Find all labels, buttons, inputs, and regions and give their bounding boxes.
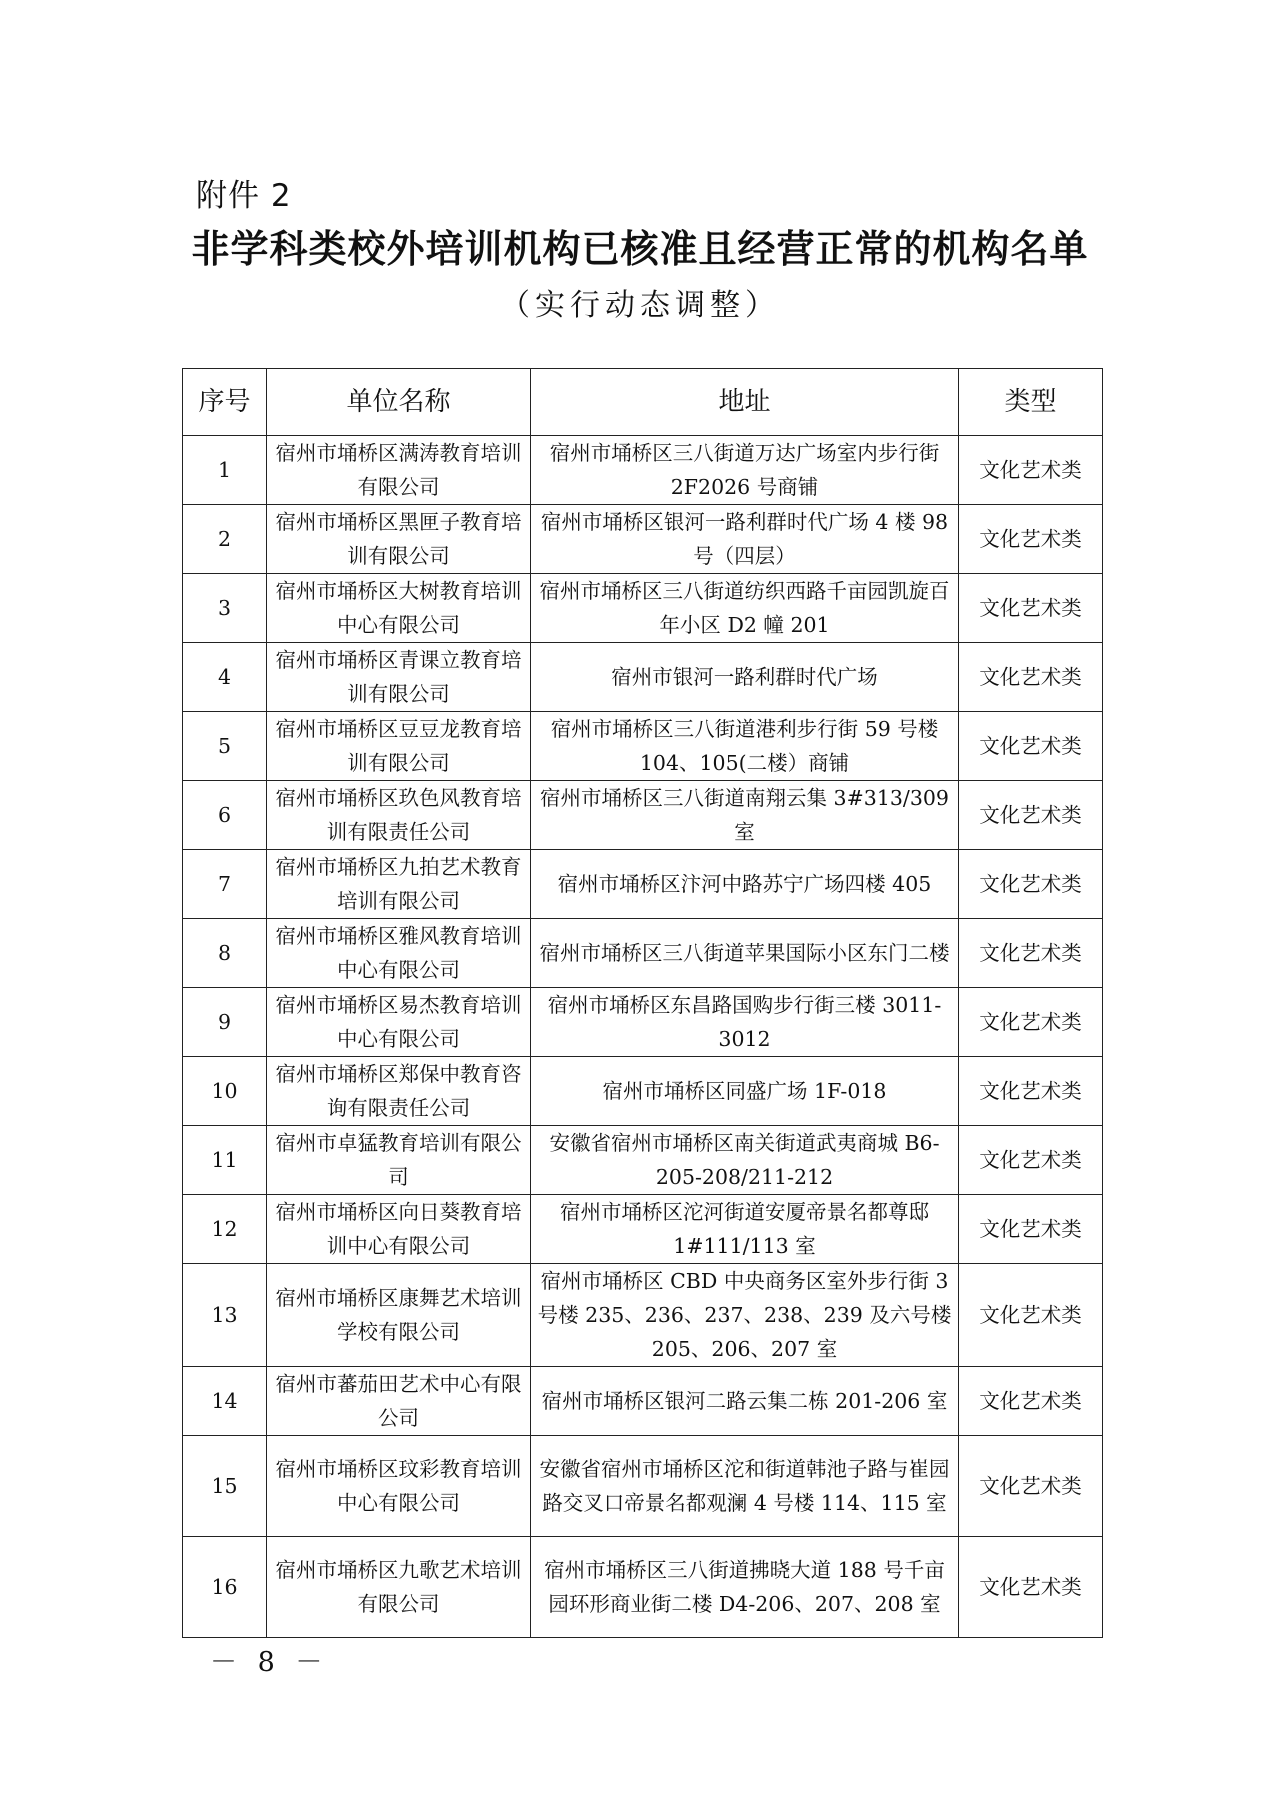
attachment-label: 附件 2 (196, 178, 292, 214)
institution-table (182, 368, 1103, 1638)
cell-index: 13 (183, 1264, 267, 1367)
cell-name: 宿州市埇桥区满涛教育培训有限公司 (267, 436, 531, 505)
cell-address: 宿州市埇桥区三八街道港利步行街 59 号楼 104、105(二楼）商铺 (531, 712, 959, 781)
table-row (183, 1537, 1103, 1638)
cell-name: 宿州市埇桥区郑保中教育咨询有限责任公司 (267, 1057, 531, 1126)
table-row (183, 1436, 1103, 1537)
header-name: 单位名称 (267, 369, 531, 436)
cell-name: 宿州市埇桥区九拍艺术教育培训有限公司 (267, 850, 531, 919)
cell-index: 14 (183, 1367, 267, 1436)
cell-type: 文化艺术类 (959, 919, 1103, 988)
table-row (183, 505, 1103, 574)
cell-address: 宿州市埇桥区三八街道南翔云集 3#313/309 室 (531, 781, 959, 850)
cell-name: 宿州市埇桥区易杰教育培训中心有限公司 (267, 988, 531, 1057)
header-address: 地址 (531, 369, 959, 436)
cell-type: 文化艺术类 (959, 1195, 1103, 1264)
document-title: 非学科类校外培训机构已核准且经营正常的机构名单 (191, 227, 1089, 271)
cell-name: 宿州市埇桥区玖色风教育培训有限责任公司 (267, 781, 531, 850)
cell-type: 文化艺术类 (959, 1057, 1103, 1126)
table-row (183, 988, 1103, 1057)
cell-index: 9 (183, 988, 267, 1057)
cell-index: 10 (183, 1057, 267, 1126)
table-row (183, 781, 1103, 850)
cell-index: 3 (183, 574, 267, 643)
cell-address: 宿州市银河一路利群时代广场 (531, 643, 959, 712)
cell-index: 1 (183, 436, 267, 505)
document-subtitle: （实行动态调整） (500, 288, 780, 323)
cell-address: 宿州市埇桥区沱河街道安厦帝景名都尊邸 1#111/113 室 (531, 1195, 959, 1264)
table-row (183, 1264, 1103, 1367)
table-row (183, 643, 1103, 712)
cell-name: 宿州市埇桥区九歌艺术培训有限公司 (267, 1537, 531, 1638)
cell-address: 宿州市埇桥区三八街道万达广场室内步行街 2F2026 号商铺 (531, 436, 959, 505)
cell-address: 宿州市埇桥区银河一路利群时代广场 4 楼 98 号（四层） (531, 505, 959, 574)
cell-type: 文化艺术类 (959, 1436, 1103, 1537)
cell-type: 文化艺术类 (959, 988, 1103, 1057)
cell-address: 宿州市埇桥区三八街道纺织西路千亩园凯旋百年小区 D2 幢 201 (531, 574, 959, 643)
cell-type: 文化艺术类 (959, 436, 1103, 505)
cell-name: 宿州市埇桥区康舞艺术培训学校有限公司 (267, 1264, 531, 1367)
cell-name: 宿州市埇桥区豆豆龙教育培训有限公司 (267, 712, 531, 781)
table-row (183, 436, 1103, 505)
cell-address: 安徽省宿州市埇桥区南关街道武夷商城 B6-205-208/211-212 (531, 1126, 959, 1195)
cell-address: 宿州市埇桥区汴河中路苏宁广场四楼 405 (531, 850, 959, 919)
table-row (183, 1126, 1103, 1195)
cell-name: 宿州市埇桥区雅风教育培训中心有限公司 (267, 919, 531, 988)
table-row (183, 574, 1103, 643)
table-row (183, 1057, 1103, 1126)
cell-type: 文化艺术类 (959, 505, 1103, 574)
table-row (183, 1195, 1103, 1264)
cell-address: 宿州市埇桥区三八街道拂晓大道 188 号千亩园环形商业街二楼 D4-206、207、208 室 (531, 1537, 959, 1638)
cell-address: 宿州市埇桥区东昌路国购步行街三楼 3011-3012 (531, 988, 959, 1057)
cell-index: 5 (183, 712, 267, 781)
table-header-row (183, 369, 1103, 436)
table-row (183, 850, 1103, 919)
cell-index: 7 (183, 850, 267, 919)
cell-name: 宿州市蕃茄田艺术中心有限公司 (267, 1367, 531, 1436)
page-number: － 8 － (210, 1647, 329, 1678)
cell-address: 宿州市埇桥区银河二路云集二栋 201-206 室 (531, 1367, 959, 1436)
cell-type: 文化艺术类 (959, 781, 1103, 850)
cell-address: 安徽省宿州市埇桥区沱和街道韩池子路与崔园路交叉口帝景名都观澜 4 号楼 114、115 室 (531, 1436, 959, 1537)
cell-index: 4 (183, 643, 267, 712)
table-row (183, 712, 1103, 781)
cell-type: 文化艺术类 (959, 1537, 1103, 1638)
table-row (183, 919, 1103, 988)
cell-index: 15 (183, 1436, 267, 1537)
cell-type: 文化艺术类 (959, 643, 1103, 712)
cell-index: 11 (183, 1126, 267, 1195)
cell-address: 宿州市埇桥区三八街道苹果国际小区东门二楼 (531, 919, 959, 988)
cell-name: 宿州市埇桥区青课立教育培训有限公司 (267, 643, 531, 712)
table-row (183, 1367, 1103, 1436)
cell-index: 2 (183, 505, 267, 574)
cell-name: 宿州市埇桥区黑匣子教育培训有限公司 (267, 505, 531, 574)
cell-address: 宿州市埇桥区 CBD 中央商务区室外步行街 3 号楼 235、236、237、238、239 及六号楼 205、206、207 室 (531, 1264, 959, 1367)
cell-name: 宿州市埇桥区大树教育培训中心有限公司 (267, 574, 531, 643)
cell-type: 文化艺术类 (959, 1264, 1103, 1367)
cell-type: 文化艺术类 (959, 712, 1103, 781)
cell-name: 宿州市埇桥区玟彩教育培训中心有限公司 (267, 1436, 531, 1537)
cell-index: 6 (183, 781, 267, 850)
cell-name: 宿州市卓猛教育培训有限公司 (267, 1126, 531, 1195)
cell-type: 文化艺术类 (959, 1126, 1103, 1195)
cell-index: 16 (183, 1537, 267, 1638)
header-index: 序号 (183, 369, 267, 436)
cell-type: 文化艺术类 (959, 1367, 1103, 1436)
cell-name: 宿州市埇桥区向日葵教育培训中心有限公司 (267, 1195, 531, 1264)
cell-address: 宿州市埇桥区同盛广场 1F-018 (531, 1057, 959, 1126)
cell-index: 8 (183, 919, 267, 988)
cell-type: 文化艺术类 (959, 574, 1103, 643)
header-type: 类型 (959, 369, 1103, 436)
cell-type: 文化艺术类 (959, 850, 1103, 919)
cell-index: 12 (183, 1195, 267, 1264)
